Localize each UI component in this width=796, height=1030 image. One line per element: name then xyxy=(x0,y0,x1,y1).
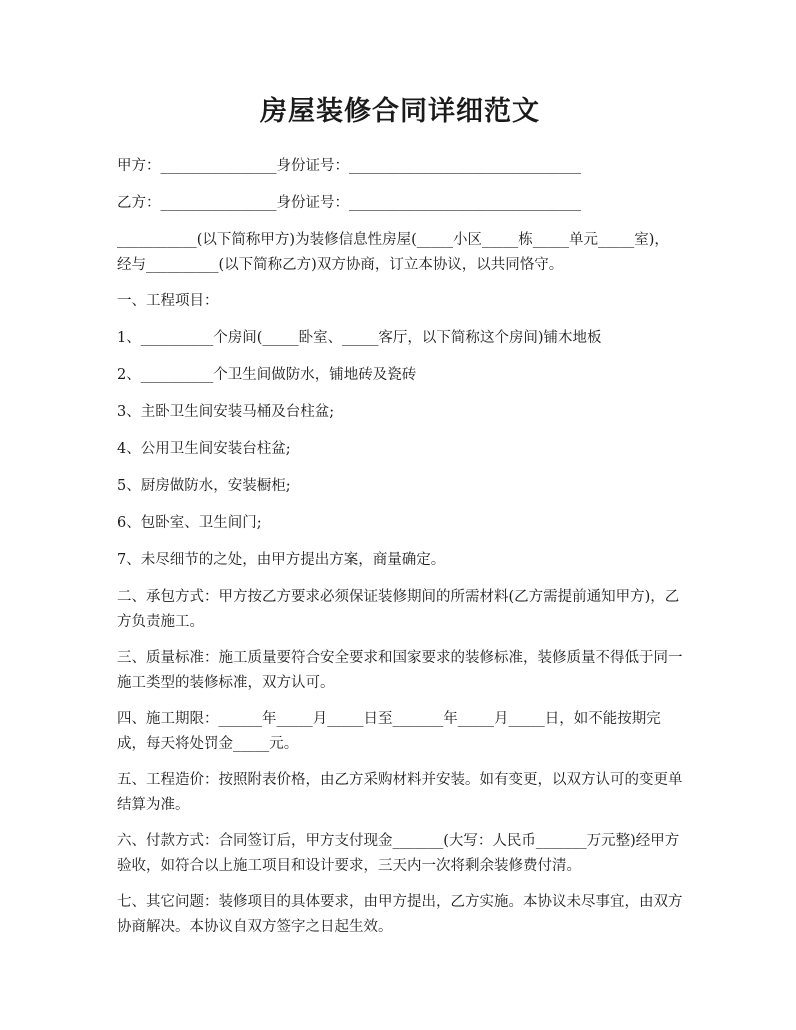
project-item: 1、__________个房间(_____卧室、_____客厅，以下简称这个房间)铺木地板 xyxy=(117,330,602,346)
project-item: 4、公用卫生间安装台柱盆; xyxy=(117,441,291,457)
document-title: 房屋装修合同详细范文 xyxy=(260,96,540,127)
project-item: 7、未尽细节的之处，由甲方提出方案，商量确定。 xyxy=(117,552,446,568)
project-item: 5、厨房做防水，安装橱柜; xyxy=(117,478,291,494)
clause-project-cost: 五、工程造价：按照附表价格，由乙方采购材料并安装。如有变更，以双方认可的变更单结算为准。 xyxy=(117,772,683,813)
project-item: 6、包卧室、卫生间门; xyxy=(117,515,262,531)
intro-paragraph: ___________(以下简称甲方)为装修信息性房屋(_____小区_____栋_____单元_____室)，经与__________(以下简称乙方)双方协商，订立本协议，以共同恪守。 xyxy=(117,232,669,273)
project-item: 2、__________个卫生间做防水，铺地砖及瓷砖 xyxy=(117,367,417,383)
clause-payment-method: 六、付款方式：合同签订后，甲方支付现金_______(大写：人民币_______万元整)经甲方验收，如符合以上施工项目和设计要求，三天内一次将剩余装修费付清。 xyxy=(117,833,680,874)
clause-other-issues: 七、其它问题：装修项目的具体要求，由甲方提出，乙方实施。本协议未尽事宜，由双方协商解决。本协议自双方签字之日起生效。 xyxy=(117,894,683,935)
section-heading-project: 一、工程项目： xyxy=(117,293,219,309)
party-a-line: 甲方：________________身份证号：________________________________ xyxy=(117,158,581,174)
clause-quality-standard: 三、质量标准：施工质量要符合安全要求和国家要求的装修标准，装修质量不得低于同一施工类型的装修标准，双方认可。 xyxy=(117,650,683,691)
project-item: 3、主卧卫生间安装马桶及台柱盆; xyxy=(117,404,335,420)
clause-construction-period: 四、施工期限：______年_____月_____日至_______年_____月_____日，如不能按期完成，每天将处罚金_____元。 xyxy=(117,711,661,752)
clause-contract-method: 二、承包方式：甲方按乙方要求必须保证装修期间的所需材料(乙方需提前通知甲方)，乙方负责施工。 xyxy=(117,589,680,630)
party-b-line: 乙方：________________身份证号：________________________________ xyxy=(117,195,581,211)
